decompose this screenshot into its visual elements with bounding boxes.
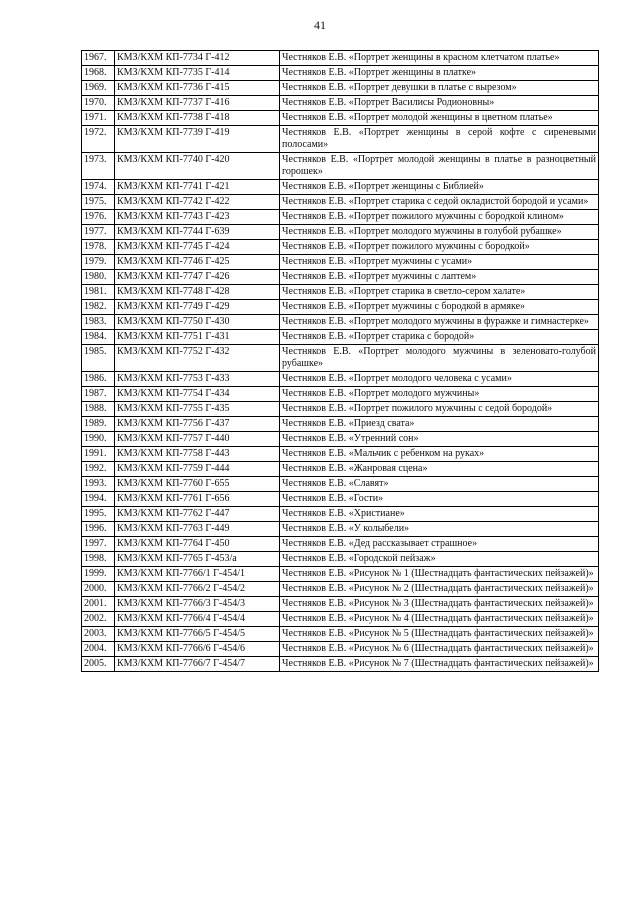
inventory-number: КМЗ/КХМ КП-7766/1 Г-454/1 xyxy=(115,567,280,582)
table-row xyxy=(82,582,599,597)
inventory-number: КМЗ/КХМ КП-7740 Г-420 xyxy=(115,153,280,180)
table-row xyxy=(82,195,599,210)
row-number: 1973. xyxy=(82,153,115,180)
table-row xyxy=(82,387,599,402)
artwork-description: Честняков Е.В. «Портрет девушки в платье с вырезом» xyxy=(280,81,599,96)
row-number: 1988. xyxy=(82,402,115,417)
artwork-description: Честняков Е.В. «Портрет старика в светло-сером халате» xyxy=(280,285,599,300)
registry-table xyxy=(81,50,599,672)
inventory-number: КМЗ/КХМ КП-7760 Г-655 xyxy=(115,477,280,492)
row-number: 1984. xyxy=(82,330,115,345)
row-number: 1981. xyxy=(82,285,115,300)
inventory-number: КМЗ/КХМ КП-7761 Г-656 xyxy=(115,492,280,507)
inventory-number: КМЗ/КХМ КП-7737 Г-416 xyxy=(115,96,280,111)
inventory-number: КМЗ/КХМ КП-7735 Г-414 xyxy=(115,66,280,81)
table-row xyxy=(82,492,599,507)
inventory-number: КМЗ/КХМ КП-7744 Г-639 xyxy=(115,225,280,240)
row-number: 1985. xyxy=(82,345,115,372)
row-number: 1977. xyxy=(82,225,115,240)
row-number: 1968. xyxy=(82,66,115,81)
row-number: 1978. xyxy=(82,240,115,255)
inventory-number: КМЗ/КХМ КП-7766/6 Г-454/6 xyxy=(115,642,280,657)
artwork-description: Честняков Е.В. «Портрет женщины с Библией» xyxy=(280,180,599,195)
row-number: 1989. xyxy=(82,417,115,432)
table-row xyxy=(82,447,599,462)
artwork-description: Честняков Е.В. «Приезд свата» xyxy=(280,417,599,432)
row-number: 2000. xyxy=(82,582,115,597)
artwork-description: Честняков Е.В. «Рисунок № 4 (Шестнадцать фантастических пейзажей)» xyxy=(280,612,599,627)
artwork-description: Честняков Е.В. «Городской пейзаж» xyxy=(280,552,599,567)
row-number: 2004. xyxy=(82,642,115,657)
table-row xyxy=(82,402,599,417)
inventory-number: КМЗ/КХМ КП-7736 Г-415 xyxy=(115,81,280,96)
inventory-number: КМЗ/КХМ КП-7766/7 Г-454/7 xyxy=(115,657,280,672)
row-number: 1969. xyxy=(82,81,115,96)
table-row xyxy=(82,462,599,477)
row-number: 1975. xyxy=(82,195,115,210)
inventory-number: КМЗ/КХМ КП-7739 Г-419 xyxy=(115,126,280,153)
inventory-number: КМЗ/КХМ КП-7746 Г-425 xyxy=(115,255,280,270)
artwork-description: Честняков Е.В. «Портрет молодой женщины в цветном платье» xyxy=(280,111,599,126)
inventory-number: КМЗ/КХМ КП-7754 Г-434 xyxy=(115,387,280,402)
artwork-description: Честняков Е.В. «Портрет старика с седой окладистой бородой и усами» xyxy=(280,195,599,210)
artwork-description: Честняков Е.В. «Портрет мужчины с лаптем» xyxy=(280,270,599,285)
row-number: 1999. xyxy=(82,567,115,582)
inventory-number: КМЗ/КХМ КП-7741 Г-421 xyxy=(115,180,280,195)
artwork-description: Честняков Е.В. «Портрет пожилого мужчины с седой бородой» xyxy=(280,402,599,417)
row-number: 2005. xyxy=(82,657,115,672)
table-row xyxy=(82,537,599,552)
table-row xyxy=(82,612,599,627)
artwork-description: Честняков Е.В. «Портрет молодого мужчины в голубой рубашке» xyxy=(280,225,599,240)
inventory-number: КМЗ/КХМ КП-7755 Г-435 xyxy=(115,402,280,417)
table-row xyxy=(82,300,599,315)
artwork-description: Честняков Е.В. «Портрет женщины в красном клетчатом платье» xyxy=(280,51,599,66)
row-number: 1972. xyxy=(82,126,115,153)
row-number: 1987. xyxy=(82,387,115,402)
artwork-description: Честняков Е.В. «Рисунок № 2 (Шестнадцать фантастических пейзажей)» xyxy=(280,582,599,597)
row-number: 1986. xyxy=(82,372,115,387)
inventory-number: КМЗ/КХМ КП-7743 Г-423 xyxy=(115,210,280,225)
table-row xyxy=(82,627,599,642)
inventory-number: КМЗ/КХМ КП-7759 Г-444 xyxy=(115,462,280,477)
inventory-number: КМЗ/КХМ КП-7766/4 Г-454/4 xyxy=(115,612,280,627)
inventory-number: КМЗ/КХМ КП-7734 Г-412 xyxy=(115,51,280,66)
table-row xyxy=(82,642,599,657)
artwork-description: Честняков Е.В. «У колыбели» xyxy=(280,522,599,537)
inventory-number: КМЗ/КХМ КП-7764 Г-450 xyxy=(115,537,280,552)
row-number: 1990. xyxy=(82,432,115,447)
table-row xyxy=(82,330,599,345)
artwork-description: Честняков Е.В. «Утренний сон» xyxy=(280,432,599,447)
inventory-number: КМЗ/КХМ КП-7752 Г-432 xyxy=(115,345,280,372)
inventory-number: КМЗ/КХМ КП-7756 Г-437 xyxy=(115,417,280,432)
inventory-number: КМЗ/КХМ КП-7751 Г-431 xyxy=(115,330,280,345)
row-number: 1995. xyxy=(82,507,115,522)
table-row xyxy=(82,507,599,522)
table-row xyxy=(82,126,599,153)
table-row xyxy=(82,96,599,111)
table-row xyxy=(82,66,599,81)
table-row xyxy=(82,372,599,387)
artwork-description: Честняков Е.В. «Рисунок № 3 (Шестнадцать фантастических пейзажей)» xyxy=(280,597,599,612)
table-row xyxy=(82,522,599,537)
row-number: 2001. xyxy=(82,597,115,612)
row-number: 1967. xyxy=(82,51,115,66)
row-number: 1993. xyxy=(82,477,115,492)
inventory-number: КМЗ/КХМ КП-7750 Г-430 xyxy=(115,315,280,330)
row-number: 1974. xyxy=(82,180,115,195)
inventory-number: КМЗ/КХМ КП-7742 Г-422 xyxy=(115,195,280,210)
table-row xyxy=(82,255,599,270)
artwork-description: Честняков Е.В. «Портрет женщины в платке» xyxy=(280,66,599,81)
artwork-description: Честняков Е.В. «Портрет молодой женщины в платье в разноцветный горошек» xyxy=(280,153,599,180)
row-number: 1994. xyxy=(82,492,115,507)
artwork-description: Честняков Е.В. «Рисунок № 5 (Шестнадцать фантастических пейзажей)» xyxy=(280,627,599,642)
artwork-description: Честняков Е.В. «Христиане» xyxy=(280,507,599,522)
inventory-number: КМЗ/КХМ КП-7745 Г-424 xyxy=(115,240,280,255)
row-number: 1971. xyxy=(82,111,115,126)
inventory-number: КМЗ/КХМ КП-7747 Г-426 xyxy=(115,270,280,285)
artwork-description: Честняков Е.В. «Портрет мужчины с бородкой в армяке» xyxy=(280,300,599,315)
row-number: 1996. xyxy=(82,522,115,537)
artwork-description: Честняков Е.В. «Портрет Василисы Родионовны» xyxy=(280,96,599,111)
registry-table-body xyxy=(82,51,599,672)
artwork-description: Честняков Е.В. «Мальчик с ребенком на руках» xyxy=(280,447,599,462)
artwork-description: Честняков Е.В. «Портрет пожилого мужчины с бородкой» xyxy=(280,240,599,255)
row-number: 1979. xyxy=(82,255,115,270)
inventory-number: КМЗ/КХМ КП-7763 Г-449 xyxy=(115,522,280,537)
row-number: 1982. xyxy=(82,300,115,315)
table-row xyxy=(82,567,599,582)
table-row xyxy=(82,477,599,492)
row-number: 1992. xyxy=(82,462,115,477)
artwork-description: Честняков Е.В. «Гости» xyxy=(280,492,599,507)
artwork-description: Честняков Е.В. «Портрет молодого мужчины» xyxy=(280,387,599,402)
table-row xyxy=(82,180,599,195)
row-number: 1998. xyxy=(82,552,115,567)
artwork-description: Честняков Е.В. «Жанровая сцена» xyxy=(280,462,599,477)
table-row xyxy=(82,432,599,447)
table-row xyxy=(82,225,599,240)
inventory-number: КМЗ/КХМ КП-7766/3 Г-454/3 xyxy=(115,597,280,612)
inventory-number: КМЗ/КХМ КП-7762 Г-447 xyxy=(115,507,280,522)
inventory-number: КМЗ/КХМ КП-7765 Г-453/а xyxy=(115,552,280,567)
inventory-number: КМЗ/КХМ КП-7749 Г-429 xyxy=(115,300,280,315)
table-row xyxy=(82,657,599,672)
artwork-description: Честняков Е.В. «Портрет женщины в серой кофте с сиреневыми полосами» xyxy=(280,126,599,153)
table-row xyxy=(82,81,599,96)
row-number: 1991. xyxy=(82,447,115,462)
table-row xyxy=(82,270,599,285)
row-number: 1997. xyxy=(82,537,115,552)
artwork-description: Честняков Е.В. «Портрет молодого мужчины в зеленовато-голубой рубашке» xyxy=(280,345,599,372)
row-number: 1980. xyxy=(82,270,115,285)
row-number: 2002. xyxy=(82,612,115,627)
table-row xyxy=(82,240,599,255)
table-row xyxy=(82,345,599,372)
inventory-number: КМЗ/КХМ КП-7766/2 Г-454/2 xyxy=(115,582,280,597)
artwork-description: Честняков Е.В. «Рисунок № 1 (Шестнадцать фантастических пейзажей)» xyxy=(280,567,599,582)
table-row xyxy=(82,210,599,225)
table-row xyxy=(82,417,599,432)
inventory-number: КМЗ/КХМ КП-7738 Г-418 xyxy=(115,111,280,126)
table-row xyxy=(82,153,599,180)
table-row xyxy=(82,111,599,126)
artwork-description: Честняков Е.В. «Дед рассказывает страшное» xyxy=(280,537,599,552)
table-row xyxy=(82,285,599,300)
table-row xyxy=(82,552,599,567)
inventory-number: КМЗ/КХМ КП-7748 Г-428 xyxy=(115,285,280,300)
page-number: 41 xyxy=(314,18,326,32)
artwork-description: Честняков Е.В. «Рисунок № 6 (Шестнадцать фантастических пейзажей)» xyxy=(280,642,599,657)
table-row xyxy=(82,315,599,330)
artwork-description: Честняков Е.В. «Рисунок № 7 (Шестнадцать фантастических пейзажей)» xyxy=(280,657,599,672)
artwork-description: Честняков Е.В. «Портрет молодого мужчины в фуражке и гимнастерке» xyxy=(280,315,599,330)
table-row xyxy=(82,51,599,66)
artwork-description: Честняков Е.В. «Портрет пожилого мужчины с бородкой клином» xyxy=(280,210,599,225)
artwork-description: Честняков Е.В. «Славят» xyxy=(280,477,599,492)
row-number: 2003. xyxy=(82,627,115,642)
inventory-number: КМЗ/КХМ КП-7758 Г-443 xyxy=(115,447,280,462)
row-number: 1976. xyxy=(82,210,115,225)
inventory-number: КМЗ/КХМ КП-7766/5 Г-454/5 xyxy=(115,627,280,642)
inventory-number: КМЗ/КХМ КП-7753 Г-433 xyxy=(115,372,280,387)
table-row xyxy=(82,597,599,612)
artwork-description: Честняков Е.В. «Портрет молодого человека с усами» xyxy=(280,372,599,387)
artwork-description: Честняков Е.В. «Портрет старика с бородой» xyxy=(280,330,599,345)
row-number: 1983. xyxy=(82,315,115,330)
inventory-number: КМЗ/КХМ КП-7757 Г-440 xyxy=(115,432,280,447)
row-number: 1970. xyxy=(82,96,115,111)
artwork-description: Честняков Е.В. «Портрет мужчины с усами» xyxy=(280,255,599,270)
